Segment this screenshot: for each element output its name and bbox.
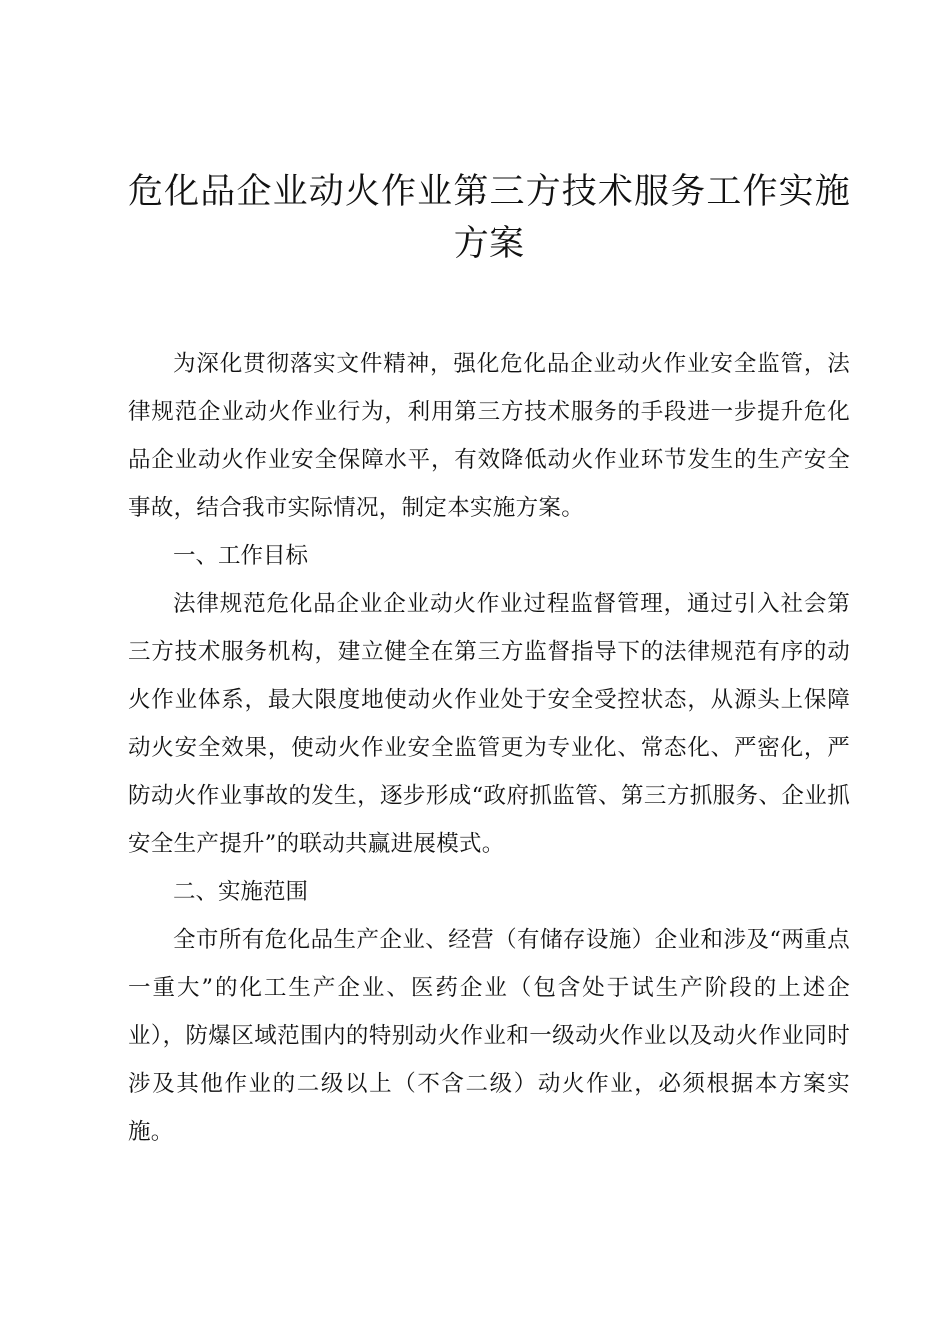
section-text-goals: 法律规范危化品企业企业动火作业过程监督管理，通过引入社会第三方技术服务机构，建立健全在第三方监督指导下的法律规范有序的动火作业体系，最大限度地使动火作业处于安全受控状态，从源头上保障动火安全效果，使动火作业安全监管更为专业化、常态化、严密化，严防动火作业事故的发生，逐步形成“政府抓监管、第三方抓服务、企业抓安全生产提升”的联动共赢进展模式。 <box>128 591 850 857</box>
section-text-scope: 全市所有危化品生产企业、经营（有储存设施）企业和涉及“两重点一重大”的化工生产企业、医药企业（包含处于试生产阶段的上述企业），防爆区域范围内的特别动火作业和一级动火作业以及动火作业同时涉及其他作业的二级以上（不含二级）动火作业，必须根据本方案实施。 <box>128 927 850 1145</box>
section-heading-scope: 二、实施范围 <box>173 879 309 905</box>
section-heading-goals: 一、工作目标 <box>173 543 309 569</box>
document-body <box>128 340 850 1156</box>
intro-paragraph: 为深化贯彻落实文件精神，强化危化品企业动火作业安全监管，法律规范企业动火作业行为，利用第三方技术服务的手段进一步提升危化品企业动火作业安全保障水平，有效降低动火作业环节发生的生产安全事故，结合我市实际情况，制定本实施方案。 <box>128 351 850 521</box>
document-title: 危化品企业动火作业第三方技术服务工作实施方案 <box>128 172 850 264</box>
